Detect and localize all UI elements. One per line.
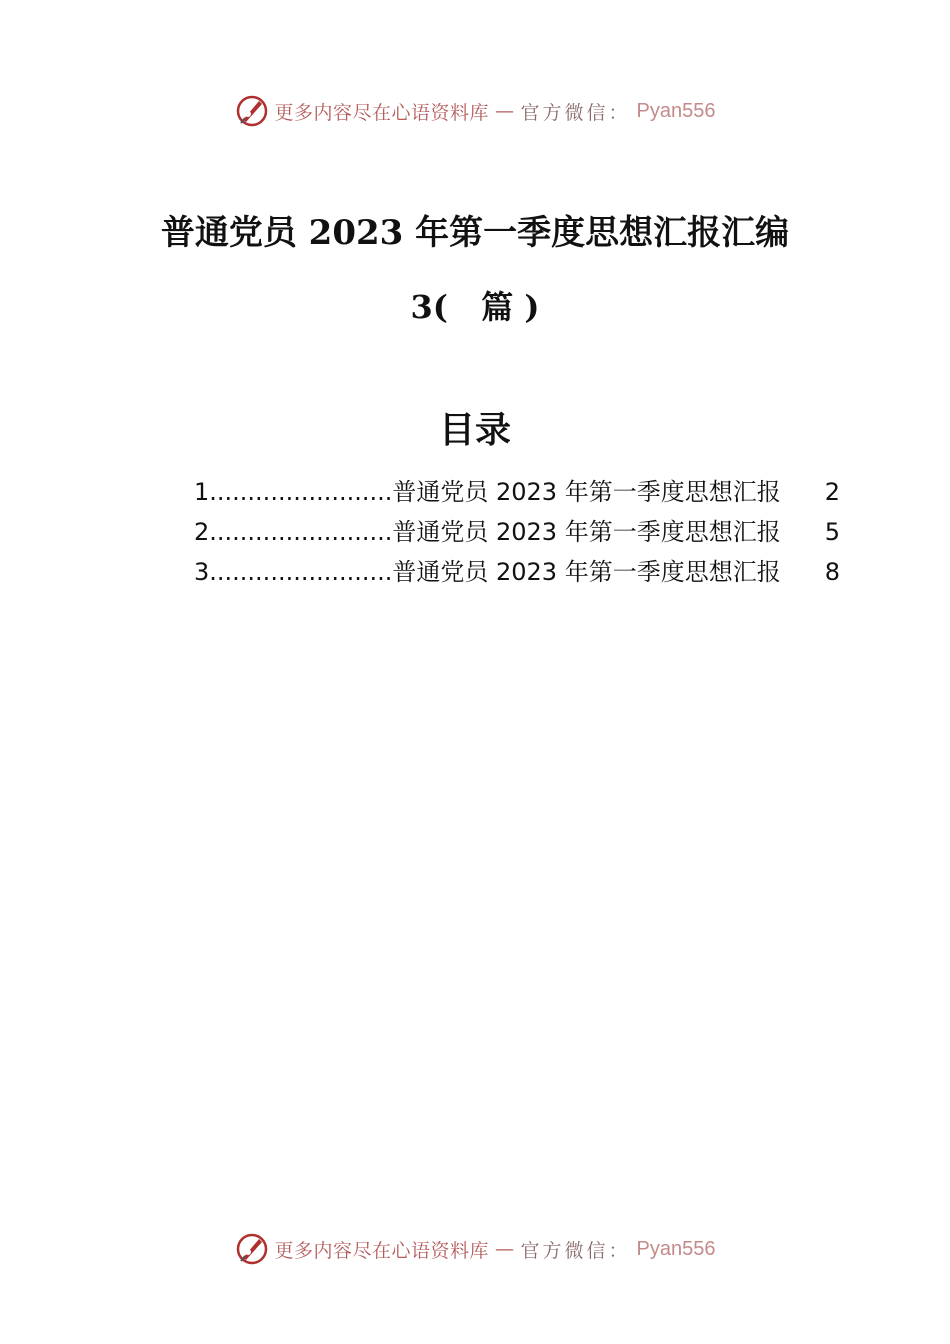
watermark-separator: — (495, 1238, 515, 1260)
watermark-label: 官方微信： (520, 101, 631, 124)
toc-entry-page: 2 (824, 478, 840, 506)
toc-entry-number: 1 (194, 478, 210, 506)
toc-entry[interactable] (194, 472, 840, 512)
toc-entry-title: 普通党员 2023 年第一季度思想汇报 (392, 518, 781, 546)
toc-entry[interactable] (194, 512, 840, 552)
document-subtitle: 3( 篇 ) (410, 288, 540, 326)
toc-heading: 目录 (438, 409, 511, 451)
toc-entry-title: 普通党员 2023 年第一季度思想汇报 (392, 478, 781, 506)
watermark-id: Pyan556 (636, 1237, 716, 1260)
watermark-label: 官方微信： (520, 1239, 631, 1262)
quill-pen-logo-icon (235, 1232, 269, 1266)
watermark-id: Pyan556 (636, 99, 716, 122)
watermark-header (0, 94, 950, 128)
table-of-contents (194, 472, 840, 592)
toc-entry-page: 5 (824, 518, 840, 546)
watermark-text: 更多内容尽在心语资料库 (274, 101, 490, 124)
toc-entry-leader: ........................ (209, 558, 393, 586)
quill-pen-logo-icon (235, 94, 269, 128)
toc-entry-title: 普通党员 2023 年第一季度思想汇报 (392, 558, 781, 586)
watermark-footer (0, 1232, 950, 1266)
document-title: 普通党员 2023 年第一季度思想汇报汇编 (160, 213, 790, 253)
toc-entry[interactable] (194, 552, 840, 592)
watermark-text: 更多内容尽在心语资料库 (274, 1239, 490, 1262)
toc-entry-number: 3 (194, 558, 210, 586)
toc-entry-page: 8 (824, 558, 840, 586)
toc-entry-leader: ........................ (209, 478, 393, 506)
toc-entry-leader: ........................ (209, 518, 393, 546)
watermark-separator: — (495, 100, 515, 122)
toc-entry-number: 2 (194, 518, 210, 546)
